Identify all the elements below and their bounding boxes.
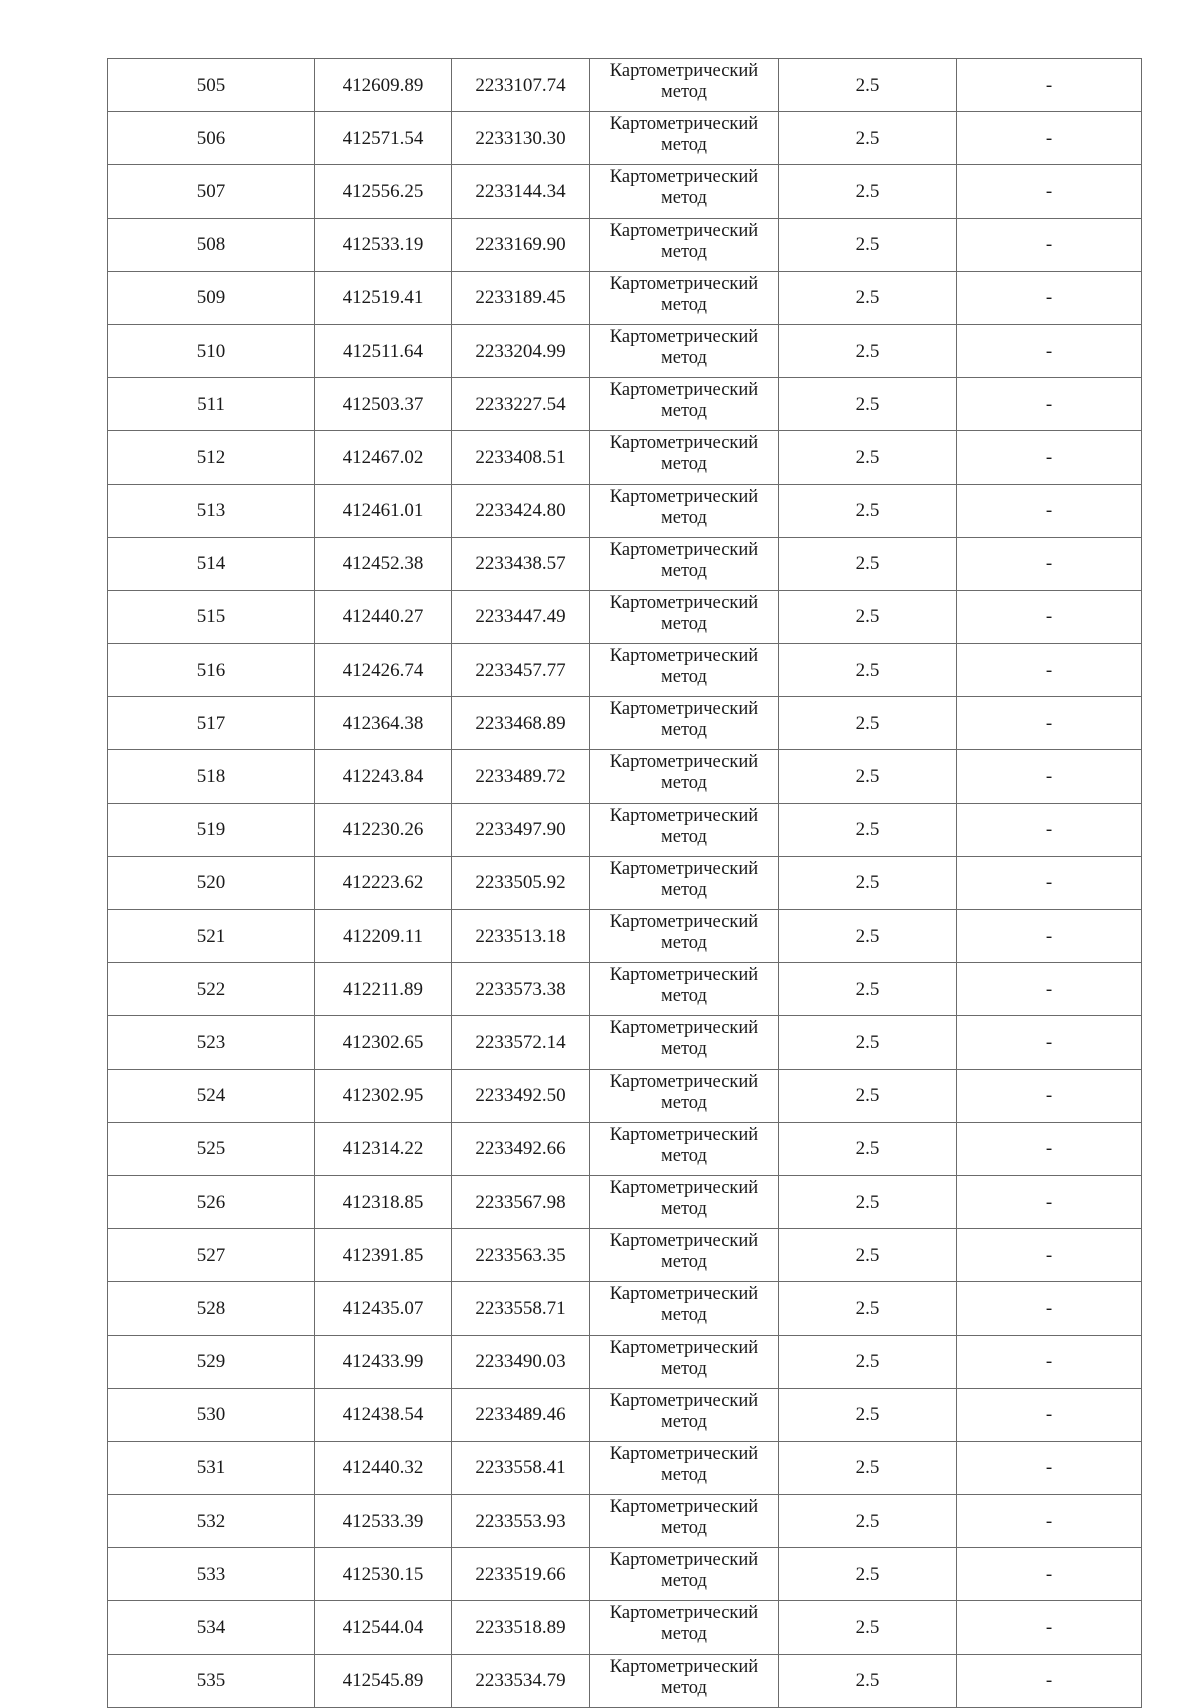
y-coordinate-cell: 2233505.92: [452, 856, 590, 909]
point-number-cell: 526: [108, 1175, 315, 1228]
method-text-line2: метод: [661, 773, 707, 794]
y-coordinate-cell: 2233424.80: [452, 484, 590, 537]
x-coordinate-cell: 412519.41: [315, 271, 452, 324]
point-number-cell: 522: [108, 963, 315, 1016]
note-cell: -: [957, 697, 1142, 750]
method-cell: [590, 1601, 779, 1654]
method-text-line1: Картометрический: [609, 114, 759, 135]
x-coordinate-cell: 412461.01: [315, 484, 452, 537]
accuracy-cell: 2.5: [779, 1548, 957, 1601]
accuracy-cell: 2.5: [779, 1495, 957, 1548]
method-text-line1: Картометрический: [609, 1497, 759, 1518]
method-cell: [590, 378, 779, 431]
method-text-line2: метод: [661, 507, 707, 528]
y-coordinate-cell: 2233204.99: [452, 324, 590, 377]
y-coordinate-cell: 2233567.98: [452, 1175, 590, 1228]
note-cell: -: [957, 1654, 1142, 1707]
coordinates-table: [107, 58, 1142, 1708]
method-cell: [590, 1495, 779, 1548]
note-cell: -: [957, 590, 1142, 643]
method-cell: [590, 644, 779, 697]
accuracy-cell: 2.5: [779, 750, 957, 803]
x-coordinate-cell: 412452.38: [315, 537, 452, 590]
accuracy-cell: 2.5: [779, 963, 957, 1016]
method-cell: [590, 537, 779, 590]
note-cell: -: [957, 644, 1142, 697]
table-row: [108, 590, 1142, 643]
x-coordinate-cell: 412211.89: [315, 963, 452, 1016]
y-coordinate-cell: 2233489.46: [452, 1388, 590, 1441]
method-cell: [590, 910, 779, 963]
y-coordinate-cell: 2233408.51: [452, 431, 590, 484]
method-text-line2: метод: [661, 347, 707, 368]
method-text-line1: Картометрический: [609, 1550, 759, 1571]
y-coordinate-cell: 2233468.89: [452, 697, 590, 750]
note-cell: -: [957, 537, 1142, 590]
x-coordinate-cell: 412433.99: [315, 1335, 452, 1388]
method-text-line2: метод: [661, 720, 707, 741]
method-text-line1: Картометрический: [609, 858, 759, 879]
y-coordinate-cell: 2233227.54: [452, 378, 590, 431]
table-row: [108, 1229, 1142, 1282]
method-text-line2: метод: [661, 135, 707, 156]
note-cell: -: [957, 1548, 1142, 1601]
method-cell: [590, 1282, 779, 1335]
table-row: [108, 856, 1142, 909]
x-coordinate-cell: 412556.25: [315, 165, 452, 218]
point-number-cell: 527: [108, 1229, 315, 1282]
method-text-line1: Картометрический: [609, 965, 759, 986]
note-cell: -: [957, 59, 1142, 112]
method-text-line1: Картометрический: [609, 167, 759, 188]
method-text-line1: Картометрический: [609, 752, 759, 773]
table-row: [108, 218, 1142, 271]
accuracy-cell: 2.5: [779, 1229, 957, 1282]
x-coordinate-cell: 412391.85: [315, 1229, 452, 1282]
note-cell: -: [957, 1335, 1142, 1388]
y-coordinate-cell: 2233492.50: [452, 1069, 590, 1122]
method-cell: [590, 1335, 779, 1388]
table-row: [108, 378, 1142, 431]
note-cell: -: [957, 910, 1142, 963]
accuracy-cell: 2.5: [779, 590, 957, 643]
accuracy-cell: 2.5: [779, 378, 957, 431]
x-coordinate-cell: 412530.15: [315, 1548, 452, 1601]
table-row: [108, 1016, 1142, 1069]
table-row: [108, 1175, 1142, 1228]
point-number-cell: 510: [108, 324, 315, 377]
method-text-line1: Картометрический: [609, 1337, 759, 1358]
note-cell: -: [957, 378, 1142, 431]
point-number-cell: 520: [108, 856, 315, 909]
method-text-line2: метод: [661, 1624, 707, 1645]
table-row: [108, 324, 1142, 377]
method-text-line1: Картометрический: [609, 1177, 759, 1198]
y-coordinate-cell: 2233438.57: [452, 537, 590, 590]
y-coordinate-cell: 2233492.66: [452, 1122, 590, 1175]
note-cell: -: [957, 1016, 1142, 1069]
note-cell: -: [957, 431, 1142, 484]
point-number-cell: 530: [108, 1388, 315, 1441]
table-row: [108, 165, 1142, 218]
method-text-line1: Картометрический: [609, 1124, 759, 1145]
method-text-line2: метод: [661, 1518, 707, 1539]
table-row: [108, 1654, 1142, 1707]
method-cell: [590, 1016, 779, 1069]
method-text-line1: Картометрический: [609, 1603, 759, 1624]
method-text-line1: Картометрический: [609, 539, 759, 560]
accuracy-cell: 2.5: [779, 1335, 957, 1388]
method-text-line2: метод: [661, 1092, 707, 1113]
note-cell: -: [957, 1282, 1142, 1335]
method-cell: [590, 1069, 779, 1122]
method-text-line2: метод: [661, 1305, 707, 1326]
accuracy-cell: 2.5: [779, 910, 957, 963]
accuracy-cell: 2.5: [779, 59, 957, 112]
note-cell: -: [957, 218, 1142, 271]
method-text-line1: Картометрический: [609, 1284, 759, 1305]
method-text-line2: метод: [661, 1358, 707, 1379]
point-number-cell: 534: [108, 1601, 315, 1654]
accuracy-cell: 2.5: [779, 112, 957, 165]
method-cell: [590, 856, 779, 909]
method-text-line2: метод: [661, 613, 707, 634]
method-text-line2: метод: [661, 1145, 707, 1166]
y-coordinate-cell: 2233447.49: [452, 590, 590, 643]
method-text-line2: метод: [661, 826, 707, 847]
accuracy-cell: 2.5: [779, 165, 957, 218]
method-text-line1: Картометрический: [609, 326, 759, 347]
table-row: [108, 1282, 1142, 1335]
method-cell: [590, 218, 779, 271]
point-number-cell: 519: [108, 803, 315, 856]
note-cell: -: [957, 1495, 1142, 1548]
method-text-line1: Картометрический: [609, 805, 759, 826]
method-text-line1: Картометрический: [609, 646, 759, 667]
table-row: [108, 644, 1142, 697]
method-cell: [590, 803, 779, 856]
note-cell: -: [957, 1069, 1142, 1122]
accuracy-cell: 2.5: [779, 1069, 957, 1122]
method-cell: [590, 484, 779, 537]
accuracy-cell: 2.5: [779, 271, 957, 324]
y-coordinate-cell: 2233107.74: [452, 59, 590, 112]
y-coordinate-cell: 2233572.14: [452, 1016, 590, 1069]
accuracy-cell: 2.5: [779, 537, 957, 590]
point-number-cell: 514: [108, 537, 315, 590]
table-row: [108, 431, 1142, 484]
y-coordinate-cell: 2233144.34: [452, 165, 590, 218]
x-coordinate-cell: 412609.89: [315, 59, 452, 112]
note-cell: -: [957, 1229, 1142, 1282]
method-text-line2: метод: [661, 188, 707, 209]
point-number-cell: 532: [108, 1495, 315, 1548]
x-coordinate-cell: 412314.22: [315, 1122, 452, 1175]
accuracy-cell: 2.5: [779, 431, 957, 484]
y-coordinate-cell: 2233130.30: [452, 112, 590, 165]
note-cell: -: [957, 484, 1142, 537]
y-coordinate-cell: 2233489.72: [452, 750, 590, 803]
method-text-line2: метод: [661, 1464, 707, 1485]
note-cell: -: [957, 1388, 1142, 1441]
note-cell: -: [957, 165, 1142, 218]
table-row: [108, 750, 1142, 803]
x-coordinate-cell: 412243.84: [315, 750, 452, 803]
method-text-line2: метод: [661, 560, 707, 581]
method-cell: [590, 750, 779, 803]
method-text-line2: метод: [661, 1198, 707, 1219]
method-cell: [590, 112, 779, 165]
point-number-cell: 535: [108, 1654, 315, 1707]
x-coordinate-cell: 412223.62: [315, 856, 452, 909]
table-row: [108, 1122, 1142, 1175]
x-coordinate-cell: 412364.38: [315, 697, 452, 750]
method-cell: [590, 1229, 779, 1282]
table-row: [108, 271, 1142, 324]
note-cell: -: [957, 1122, 1142, 1175]
point-number-cell: 515: [108, 590, 315, 643]
x-coordinate-cell: 412440.27: [315, 590, 452, 643]
method-cell: [590, 963, 779, 1016]
point-number-cell: 508: [108, 218, 315, 271]
accuracy-cell: 2.5: [779, 1122, 957, 1175]
method-cell: [590, 1388, 779, 1441]
method-text-line1: Картометрический: [609, 592, 759, 613]
y-coordinate-cell: 2233518.89: [452, 1601, 590, 1654]
x-coordinate-cell: 412438.54: [315, 1388, 452, 1441]
table-row: [108, 1601, 1142, 1654]
table-row: [108, 537, 1142, 590]
method-cell: [590, 697, 779, 750]
accuracy-cell: 2.5: [779, 803, 957, 856]
method-cell: [590, 590, 779, 643]
method-text-line1: Картометрический: [609, 699, 759, 720]
method-cell: [590, 271, 779, 324]
x-coordinate-cell: 412544.04: [315, 1601, 452, 1654]
accuracy-cell: 2.5: [779, 1441, 957, 1494]
method-text-line2: метод: [661, 1039, 707, 1060]
method-text-line2: метод: [661, 1411, 707, 1432]
y-coordinate-cell: 2233490.03: [452, 1335, 590, 1388]
point-number-cell: 531: [108, 1441, 315, 1494]
method-text-line2: метод: [661, 294, 707, 315]
method-cell: [590, 1654, 779, 1707]
method-text-line2: метод: [661, 454, 707, 475]
method-text-line2: метод: [661, 667, 707, 688]
accuracy-cell: 2.5: [779, 1175, 957, 1228]
accuracy-cell: 2.5: [779, 1282, 957, 1335]
accuracy-cell: 2.5: [779, 1016, 957, 1069]
coordinates-table-body: [108, 59, 1142, 1708]
method-text-line2: метод: [661, 1571, 707, 1592]
note-cell: -: [957, 1175, 1142, 1228]
y-coordinate-cell: 2233563.35: [452, 1229, 590, 1282]
method-cell: [590, 1441, 779, 1494]
method-text-line2: метод: [661, 241, 707, 262]
x-coordinate-cell: 412533.19: [315, 218, 452, 271]
table-row: [108, 697, 1142, 750]
accuracy-cell: 2.5: [779, 856, 957, 909]
note-cell: -: [957, 271, 1142, 324]
method-text-line1: Картометрический: [609, 486, 759, 507]
table-row: [108, 1388, 1142, 1441]
method-text-line2: метод: [661, 879, 707, 900]
x-coordinate-cell: 412302.95: [315, 1069, 452, 1122]
x-coordinate-cell: 412302.65: [315, 1016, 452, 1069]
y-coordinate-cell: 2233519.66: [452, 1548, 590, 1601]
method-text-line1: Картометрический: [609, 380, 759, 401]
x-coordinate-cell: 412511.64: [315, 324, 452, 377]
x-coordinate-cell: 412426.74: [315, 644, 452, 697]
note-cell: -: [957, 856, 1142, 909]
y-coordinate-cell: 2233169.90: [452, 218, 590, 271]
point-number-cell: 513: [108, 484, 315, 537]
method-text-line1: Картометрический: [609, 1443, 759, 1464]
point-number-cell: 529: [108, 1335, 315, 1388]
method-text-line2: метод: [661, 1677, 707, 1698]
point-number-cell: 506: [108, 112, 315, 165]
accuracy-cell: 2.5: [779, 324, 957, 377]
table-row: [108, 910, 1142, 963]
x-coordinate-cell: 412503.37: [315, 378, 452, 431]
note-cell: -: [957, 803, 1142, 856]
note-cell: -: [957, 1441, 1142, 1494]
x-coordinate-cell: 412467.02: [315, 431, 452, 484]
accuracy-cell: 2.5: [779, 1654, 957, 1707]
y-coordinate-cell: 2233534.79: [452, 1654, 590, 1707]
y-coordinate-cell: 2233457.77: [452, 644, 590, 697]
x-coordinate-cell: 412435.07: [315, 1282, 452, 1335]
y-coordinate-cell: 2233497.90: [452, 803, 590, 856]
x-coordinate-cell: 412318.85: [315, 1175, 452, 1228]
method-text-line1: Картометрический: [609, 273, 759, 294]
method-cell: [590, 165, 779, 218]
method-cell: [590, 1175, 779, 1228]
point-number-cell: 521: [108, 910, 315, 963]
note-cell: -: [957, 963, 1142, 1016]
point-number-cell: 523: [108, 1016, 315, 1069]
method-text-line2: метод: [661, 1252, 707, 1273]
point-number-cell: 525: [108, 1122, 315, 1175]
point-number-cell: 524: [108, 1069, 315, 1122]
method-cell: [590, 324, 779, 377]
point-number-cell: 528: [108, 1282, 315, 1335]
table-row: [108, 1495, 1142, 1548]
point-number-cell: 517: [108, 697, 315, 750]
accuracy-cell: 2.5: [779, 218, 957, 271]
x-coordinate-cell: 412230.26: [315, 803, 452, 856]
method-cell: [590, 431, 779, 484]
method-cell: [590, 59, 779, 112]
table-row: [108, 1548, 1142, 1601]
accuracy-cell: 2.5: [779, 1388, 957, 1441]
accuracy-cell: 2.5: [779, 484, 957, 537]
method-text-line2: метод: [661, 986, 707, 1007]
point-number-cell: 533: [108, 1548, 315, 1601]
x-coordinate-cell: 412533.39: [315, 1495, 452, 1548]
point-number-cell: 512: [108, 431, 315, 484]
table-row: [108, 1441, 1142, 1494]
table-row: [108, 963, 1142, 1016]
y-coordinate-cell: 2233513.18: [452, 910, 590, 963]
accuracy-cell: 2.5: [779, 697, 957, 750]
x-coordinate-cell: 412545.89: [315, 1654, 452, 1707]
y-coordinate-cell: 2233558.71: [452, 1282, 590, 1335]
method-text-line1: Картометрический: [609, 220, 759, 241]
method-cell: [590, 1122, 779, 1175]
point-number-cell: 507: [108, 165, 315, 218]
table-row: [108, 484, 1142, 537]
accuracy-cell: 2.5: [779, 1601, 957, 1654]
method-text-line1: Картометрический: [609, 1656, 759, 1677]
y-coordinate-cell: 2233558.41: [452, 1441, 590, 1494]
method-text-line1: Картометрический: [609, 61, 759, 81]
x-coordinate-cell: 412440.32: [315, 1441, 452, 1494]
x-coordinate-cell: 412209.11: [315, 910, 452, 963]
point-number-cell: 518: [108, 750, 315, 803]
point-number-cell: 516: [108, 644, 315, 697]
table-row: [108, 59, 1142, 112]
note-cell: -: [957, 112, 1142, 165]
accuracy-cell: 2.5: [779, 644, 957, 697]
note-cell: -: [957, 324, 1142, 377]
method-text-line1: Картометрический: [609, 1231, 759, 1252]
point-number-cell: 505: [108, 59, 315, 112]
method-text-line2: метод: [661, 401, 707, 422]
point-number-cell: 511: [108, 378, 315, 431]
note-cell: -: [957, 750, 1142, 803]
table-row: [108, 112, 1142, 165]
method-text-line2: метод: [661, 82, 707, 102]
method-text-line1: Картометрический: [609, 912, 759, 932]
x-coordinate-cell: 412571.54: [315, 112, 452, 165]
method-text-line1: Картометрический: [609, 433, 759, 454]
method-cell: [590, 1548, 779, 1601]
y-coordinate-cell: 2233189.45: [452, 271, 590, 324]
method-text-line2: метод: [661, 933, 707, 953]
method-text-line1: Картометрический: [609, 1071, 759, 1092]
method-text-line1: Картометрический: [609, 1390, 759, 1411]
table-row: [108, 1069, 1142, 1122]
point-number-cell: 509: [108, 271, 315, 324]
y-coordinate-cell: 2233553.93: [452, 1495, 590, 1548]
y-coordinate-cell: 2233573.38: [452, 963, 590, 1016]
method-text-line1: Картометрический: [609, 1018, 759, 1039]
note-cell: -: [957, 1601, 1142, 1654]
table-row: [108, 1335, 1142, 1388]
table-row: [108, 803, 1142, 856]
